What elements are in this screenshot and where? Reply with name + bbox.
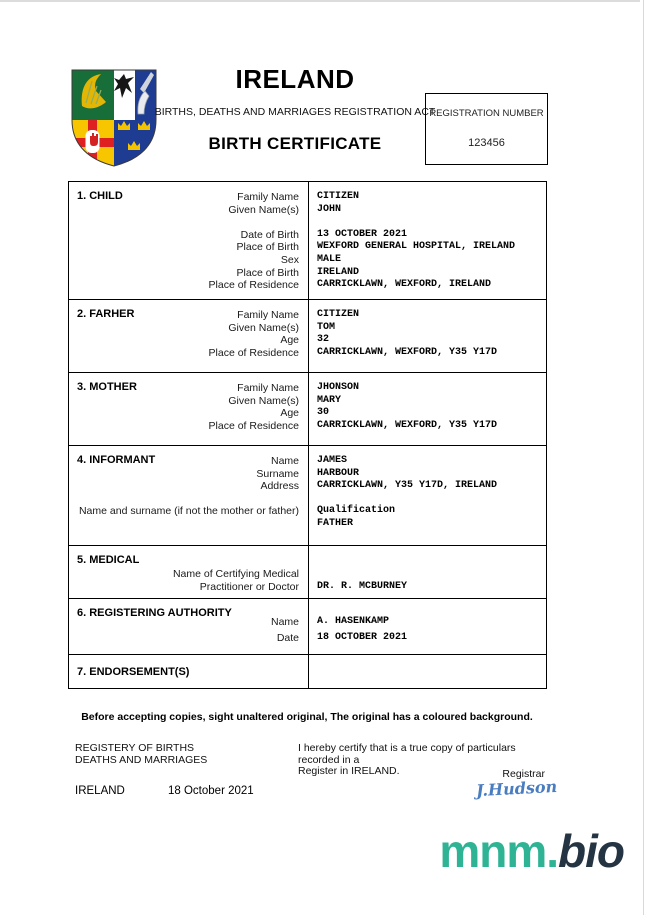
field-label: Name: [270, 455, 299, 467]
field-label: Place of Birth: [236, 241, 299, 254]
mnm-bio-logo: [439, 824, 624, 878]
header-title-block: [150, 64, 440, 154]
field-value: CITIZEN: [317, 191, 360, 202]
field-value: JHONSON: [317, 382, 360, 393]
field-value: DR. R. MCBURNEY: [317, 580, 408, 592]
field-value: 30: [317, 407, 330, 419]
country-title: IRELAND: [235, 64, 355, 94]
field-value: FATHER: [317, 517, 354, 529]
field-value: IRELAND: [317, 266, 360, 278]
field-label: Date: [276, 631, 299, 644]
certificate-table: [68, 181, 547, 689]
field-value: A. HASENKAMP: [317, 616, 390, 627]
section-title: 1. CHILD: [77, 190, 123, 202]
field-value: HARBOUR: [317, 467, 360, 479]
field-value: CARRICKLAWN, WEXFORD, Y35 Y17D: [317, 346, 498, 358]
section-title: 4. INFORMANT: [77, 454, 156, 466]
field-label: Place of Residence: [208, 279, 299, 292]
copies-notice: Before accepting copies, sight unaltered original, The original has a coloured background.: [81, 711, 533, 723]
field-value: 13 OCTOBER 2021: [317, 228, 408, 240]
registration-act-line: BIRTHS, DEATHS AND MARRIAGES REGISTRATION ACT: [154, 106, 436, 118]
field-value: MALE: [317, 253, 342, 265]
field-label: Family Name: [237, 382, 299, 394]
field-label: Name: [270, 616, 299, 628]
field-value: 32: [317, 334, 330, 346]
field-label: Name and surname (if not the mother or father): [78, 505, 299, 518]
field-label: Address: [260, 480, 299, 493]
field-label: Sex: [280, 253, 299, 266]
coat-of-arms-icon: [68, 66, 160, 172]
registration-number-label: REGISTRATION NUMBER: [429, 108, 544, 119]
footer-country: IRELAND: [75, 785, 125, 797]
field-value: JAMES: [317, 455, 348, 466]
field-value: TOM: [317, 321, 336, 333]
section-title: 5. MEDICAL: [77, 554, 140, 566]
field-label: Name of Certifying Medical Practitioner or Doctor: [172, 568, 299, 593]
field-label: Age: [280, 334, 299, 347]
field-label: Given Name(s): [228, 203, 299, 216]
field-value: CARRICKLAWN, WEXFORD, Y35 Y17D: [317, 419, 498, 431]
field-value: CARRICKLAWN, WEXFORD, IRELAND: [317, 279, 492, 291]
field-label: [69, 518, 308, 531]
field-value: 18 OCTOBER 2021: [317, 631, 408, 643]
field-label: Family Name: [237, 309, 299, 321]
table-column-divider: [308, 182, 309, 688]
section-title: 6. REGISTERING AUTHORITY: [77, 607, 232, 619]
registrar-signature: J.Hudson: [475, 776, 558, 801]
field-label: Place of Birth: [236, 266, 299, 279]
registration-number-box: [425, 93, 548, 165]
field-label: Place of Residence: [208, 419, 299, 432]
logo-prefix: mnm.: [439, 825, 559, 877]
field-value: WEXFORD GENERAL HOSPITAL, IRELAND: [317, 241, 516, 253]
field-value: JOHN: [317, 203, 342, 215]
field-label: Given Name(s): [228, 321, 299, 334]
field-label: Given Name(s): [228, 394, 299, 407]
field-label: Place of Residence: [208, 346, 299, 359]
registration-number-value: 123456: [468, 137, 505, 149]
field-label: Age: [280, 407, 299, 420]
footer-date: 18 October 2021: [168, 785, 254, 797]
field-value: CARRICKLAWN, Y35 Y17D, IRELAND: [317, 480, 498, 492]
certification-statement: I hereby certify that is a true copy of particulars recorded in a Register in IRELAND.: [298, 742, 516, 777]
registrar-label: Registrar: [502, 768, 545, 780]
section-title: 7. ENDORSEMENT(S): [77, 666, 190, 678]
field-value: CITIZEN: [317, 309, 360, 320]
certificate-title: BIRTH CERTIFICATE: [208, 134, 382, 153]
registry-name: REGISTERY OF BIRTHS DEATHS AND MARRIAGES: [75, 742, 208, 766]
page-top-edge: [0, 0, 640, 2]
field-label: Date of Birth: [240, 228, 299, 241]
logo-suffix: bio: [558, 825, 624, 877]
field-label: Family Name: [237, 191, 299, 203]
field-value: MARY: [317, 394, 342, 406]
field-label: Surname: [256, 467, 299, 480]
page-right-edge: [643, 0, 644, 915]
field-value: Qualification: [317, 505, 396, 517]
section-title: 3. MOTHER: [77, 381, 137, 393]
section-title: 2. FARHER: [77, 308, 135, 320]
